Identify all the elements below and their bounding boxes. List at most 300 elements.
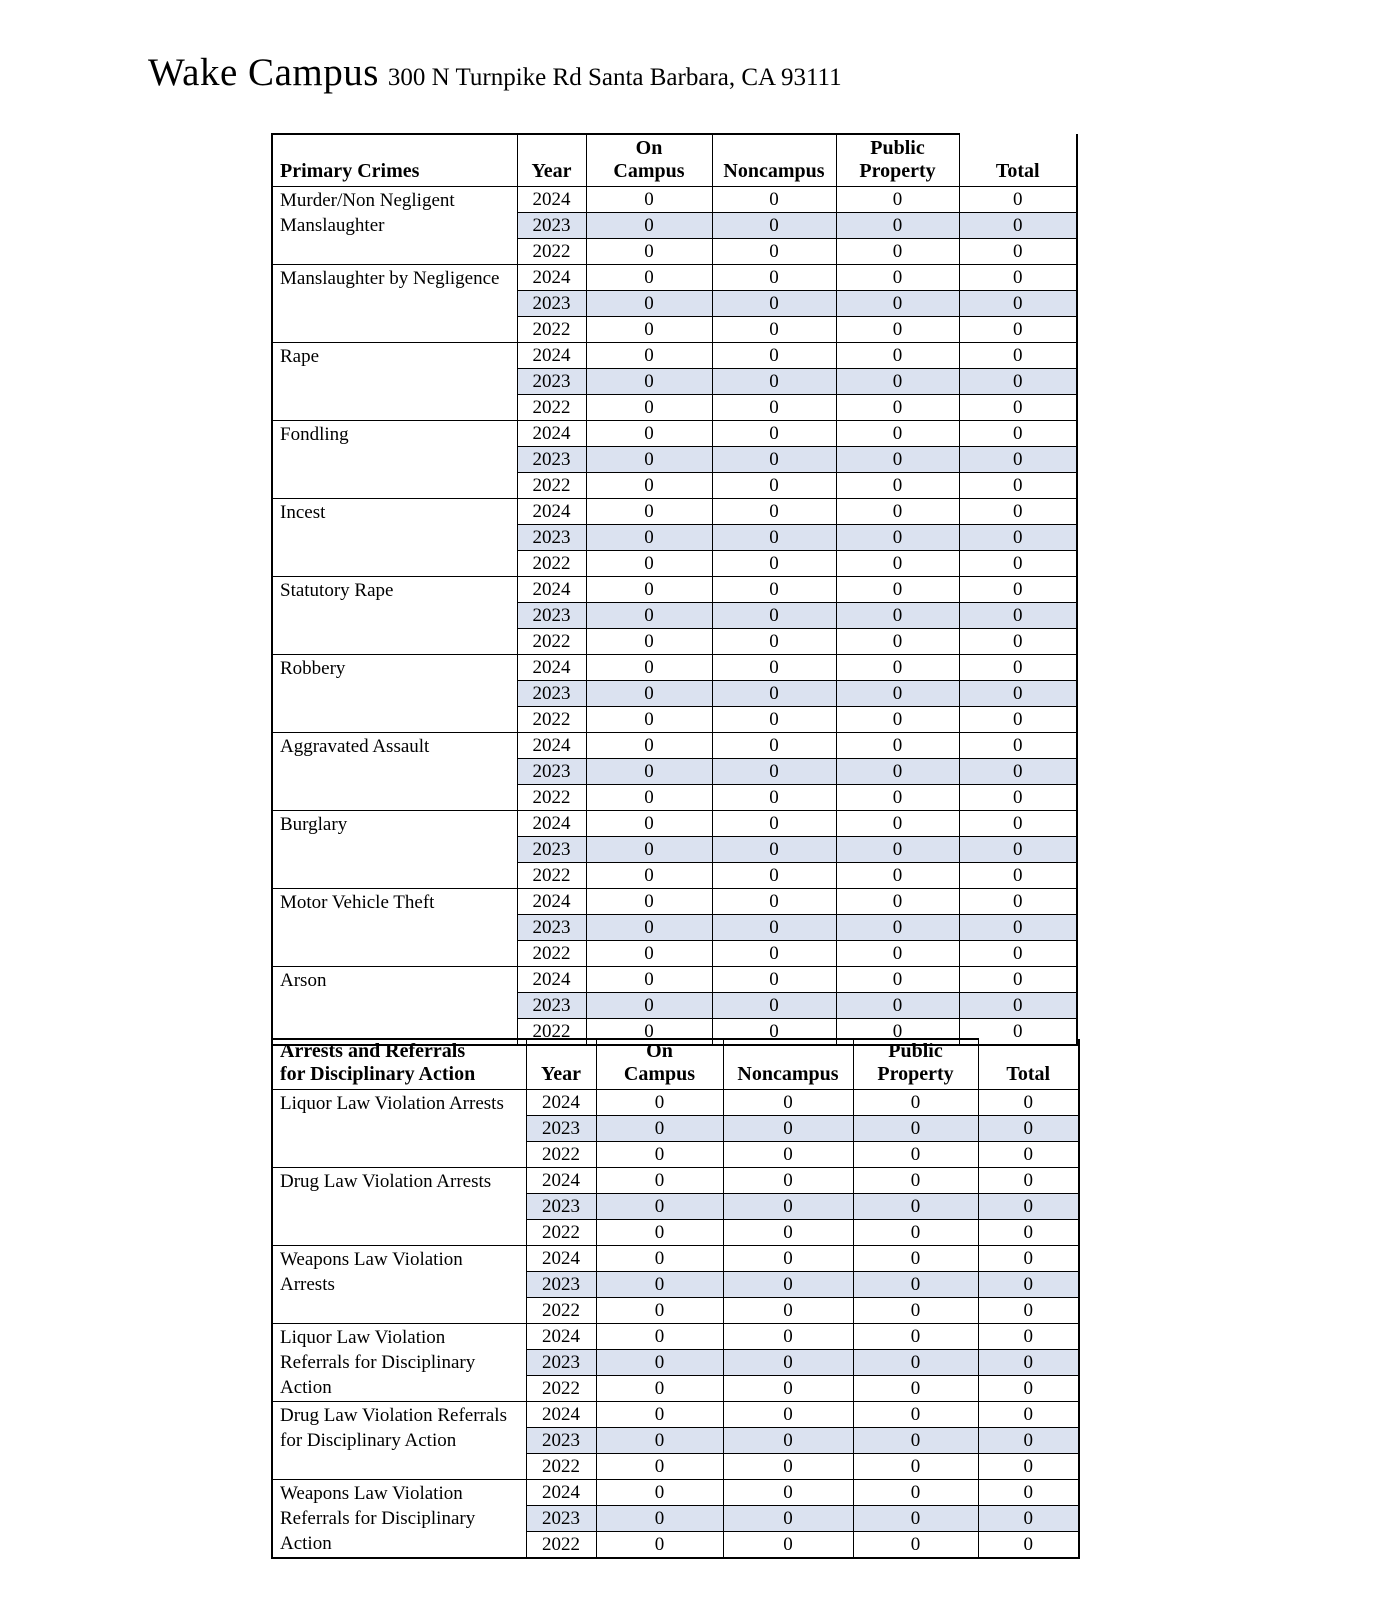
category-cell: Weapons Law Violation Referrals for Disciplinary Action xyxy=(272,1480,526,1559)
value-cell-total: 0 xyxy=(959,550,1077,576)
value-cell-total: 0 xyxy=(978,1428,1079,1454)
year-cell: 2024 xyxy=(526,1168,596,1194)
year-cell: 2022 xyxy=(517,316,586,342)
value-cell-public-property: 0 xyxy=(836,888,959,914)
value-cell-noncampus: 0 xyxy=(712,680,836,706)
header-line: Campus xyxy=(623,1063,696,1085)
value-cell-noncampus: 0 xyxy=(712,862,836,888)
value-cell-on-campus: 0 xyxy=(596,1220,723,1246)
value-cell-public-property: 0 xyxy=(853,1246,978,1272)
year-cell: 2022 xyxy=(517,1018,586,1045)
header-line: Arrests and Referrals xyxy=(280,1040,466,1062)
value-cell-on-campus: 0 xyxy=(586,498,712,524)
category-cell: Fondling xyxy=(272,420,517,498)
value-cell-noncampus: 0 xyxy=(723,1506,853,1532)
value-cell-public-property: 0 xyxy=(836,706,959,732)
category-cell: Liquor Law Violation Referrals for Disciplinary Action xyxy=(272,1324,526,1402)
year-cell: 2023 xyxy=(517,992,586,1018)
value-cell-on-campus: 0 xyxy=(596,1428,723,1454)
value-cell-noncampus: 0 xyxy=(723,1376,853,1402)
value-cell-noncampus: 0 xyxy=(712,992,836,1018)
column-header-on-campus xyxy=(596,1039,723,1090)
year-cell: 2022 xyxy=(526,1376,596,1402)
value-cell-noncampus: 0 xyxy=(712,758,836,784)
value-cell-total: 0 xyxy=(978,1532,1079,1559)
value-cell-public-property: 0 xyxy=(853,1194,978,1220)
category-cell: Drug Law Violation Arrests xyxy=(272,1168,526,1246)
campus-name: Wake Campus xyxy=(148,51,379,94)
year-cell: 2024 xyxy=(517,732,586,758)
value-cell-on-campus: 0 xyxy=(596,1506,723,1532)
value-cell-total: 0 xyxy=(959,446,1077,472)
value-cell-total: 0 xyxy=(959,992,1077,1018)
value-cell-total: 0 xyxy=(959,628,1077,654)
value-cell-noncampus: 0 xyxy=(723,1298,853,1324)
table-row xyxy=(272,888,1077,914)
value-cell-total: 0 xyxy=(959,706,1077,732)
header-line: Public xyxy=(870,136,925,159)
value-cell-total: 0 xyxy=(959,316,1077,342)
value-cell-public-property: 0 xyxy=(836,680,959,706)
value-cell-total: 0 xyxy=(959,732,1077,758)
year-cell: 2023 xyxy=(517,446,586,472)
year-cell: 2024 xyxy=(526,1324,596,1350)
year-cell: 2022 xyxy=(517,238,586,264)
value-cell-total: 0 xyxy=(959,524,1077,550)
column-header-public-property xyxy=(853,1039,978,1090)
value-cell-public-property: 0 xyxy=(836,628,959,654)
value-cell-on-campus: 0 xyxy=(596,1090,723,1116)
year-cell: 2022 xyxy=(526,1532,596,1559)
value-cell-on-campus: 0 xyxy=(586,186,712,212)
value-cell-total: 0 xyxy=(959,654,1077,680)
year-cell: 2022 xyxy=(517,550,586,576)
year-cell: 2022 xyxy=(517,940,586,966)
table-row xyxy=(272,264,1077,290)
value-cell-public-property: 0 xyxy=(836,342,959,368)
table-row xyxy=(272,1246,1079,1272)
column-header-total xyxy=(959,134,1077,186)
value-cell-on-campus: 0 xyxy=(596,1194,723,1220)
value-cell-noncampus: 0 xyxy=(723,1532,853,1559)
value-cell-on-campus: 0 xyxy=(586,836,712,862)
value-cell-total: 0 xyxy=(959,836,1077,862)
value-cell-on-campus: 0 xyxy=(596,1324,723,1350)
value-cell-public-property: 0 xyxy=(836,1018,959,1045)
value-cell-noncampus: 0 xyxy=(712,576,836,602)
value-cell-noncampus: 0 xyxy=(712,888,836,914)
year-cell: 2023 xyxy=(526,1428,596,1454)
table-row xyxy=(272,420,1077,446)
year-cell: 2023 xyxy=(517,602,586,628)
value-cell-on-campus: 0 xyxy=(586,966,712,992)
value-cell-noncampus: 0 xyxy=(712,394,836,420)
value-cell-public-property: 0 xyxy=(836,550,959,576)
campus-address: 300 N Turnpike Rd Santa Barbara, CA 93111 xyxy=(387,64,842,91)
value-cell-total: 0 xyxy=(978,1402,1079,1428)
value-cell-public-property: 0 xyxy=(853,1142,978,1168)
table-row xyxy=(272,1324,1079,1350)
value-cell-on-campus: 0 xyxy=(596,1376,723,1402)
category-cell: Drug Law Violation Referrals for Disciplinary Action xyxy=(272,1402,526,1480)
value-cell-on-campus: 0 xyxy=(586,862,712,888)
value-cell-public-property: 0 xyxy=(836,212,959,238)
value-cell-noncampus: 0 xyxy=(712,550,836,576)
column-header-category xyxy=(272,1039,526,1090)
value-cell-noncampus: 0 xyxy=(723,1220,853,1246)
value-cell-public-property: 0 xyxy=(836,472,959,498)
value-cell-total: 0 xyxy=(959,966,1077,992)
value-cell-public-property: 0 xyxy=(853,1324,978,1350)
year-cell: 2024 xyxy=(517,420,586,446)
value-cell-noncampus: 0 xyxy=(723,1324,853,1350)
value-cell-noncampus: 0 xyxy=(712,966,836,992)
year-cell: 2023 xyxy=(526,1506,596,1532)
value-cell-noncampus: 0 xyxy=(723,1194,853,1220)
value-cell-on-campus: 0 xyxy=(586,914,712,940)
year-cell: 2023 xyxy=(526,1350,596,1376)
year-cell: 2023 xyxy=(517,212,586,238)
category-cell: Arson xyxy=(272,966,517,1045)
value-cell-total: 0 xyxy=(959,602,1077,628)
value-cell-public-property: 0 xyxy=(836,238,959,264)
value-cell-public-property: 0 xyxy=(836,940,959,966)
value-cell-total: 0 xyxy=(959,940,1077,966)
value-cell-noncampus: 0 xyxy=(712,940,836,966)
year-cell: 2022 xyxy=(517,862,586,888)
value-cell-total: 0 xyxy=(978,1142,1079,1168)
year-cell: 2023 xyxy=(517,524,586,550)
value-cell-noncampus: 0 xyxy=(712,186,836,212)
value-cell-total: 0 xyxy=(959,862,1077,888)
value-cell-total: 0 xyxy=(959,784,1077,810)
value-cell-total: 0 xyxy=(959,914,1077,940)
value-cell-on-campus: 0 xyxy=(586,940,712,966)
header-line: Year xyxy=(541,1063,581,1085)
value-cell-on-campus: 0 xyxy=(596,1246,723,1272)
year-cell: 2022 xyxy=(526,1142,596,1168)
year-cell: 2023 xyxy=(517,680,586,706)
value-cell-noncampus: 0 xyxy=(712,212,836,238)
year-cell: 2023 xyxy=(517,290,586,316)
value-cell-on-campus: 0 xyxy=(596,1480,723,1506)
value-cell-total: 0 xyxy=(959,238,1077,264)
value-cell-noncampus: 0 xyxy=(712,472,836,498)
category-cell: Manslaughter by Negligence xyxy=(272,264,517,342)
value-cell-public-property: 0 xyxy=(853,1220,978,1246)
value-cell-on-campus: 0 xyxy=(586,888,712,914)
value-cell-noncampus: 0 xyxy=(712,732,836,758)
value-cell-public-property: 0 xyxy=(853,1376,978,1402)
value-cell-on-campus: 0 xyxy=(586,212,712,238)
value-cell-on-campus: 0 xyxy=(586,316,712,342)
value-cell-total: 0 xyxy=(978,1168,1079,1194)
category-cell: Motor Vehicle Theft xyxy=(272,888,517,966)
value-cell-noncampus: 0 xyxy=(712,836,836,862)
value-cell-on-campus: 0 xyxy=(586,680,712,706)
document-title xyxy=(148,50,842,95)
value-cell-total: 0 xyxy=(959,498,1077,524)
header-line: Noncampus xyxy=(723,159,825,182)
value-cell-noncampus: 0 xyxy=(723,1454,853,1480)
value-cell-public-property: 0 xyxy=(853,1506,978,1532)
column-header-noncampus xyxy=(723,1039,853,1090)
value-cell-public-property: 0 xyxy=(836,862,959,888)
value-cell-public-property: 0 xyxy=(853,1090,978,1116)
table-row xyxy=(272,498,1077,524)
value-cell-on-campus: 0 xyxy=(596,1402,723,1428)
value-cell-total: 0 xyxy=(978,1324,1079,1350)
value-cell-total: 0 xyxy=(959,186,1077,212)
value-cell-on-campus: 0 xyxy=(596,1532,723,1559)
year-cell: 2023 xyxy=(526,1116,596,1142)
value-cell-noncampus: 0 xyxy=(712,1018,836,1045)
value-cell-public-property: 0 xyxy=(853,1350,978,1376)
value-cell-on-campus: 0 xyxy=(586,732,712,758)
value-cell-public-property: 0 xyxy=(853,1428,978,1454)
year-cell: 2024 xyxy=(517,888,586,914)
category-cell: Liquor Law Violation Arrests xyxy=(272,1090,526,1168)
table-row xyxy=(272,654,1077,680)
column-header-category xyxy=(272,134,517,186)
year-cell: 2024 xyxy=(517,342,586,368)
value-cell-on-campus: 0 xyxy=(586,342,712,368)
value-cell-noncampus: 0 xyxy=(723,1168,853,1194)
value-cell-public-property: 0 xyxy=(836,784,959,810)
year-cell: 2024 xyxy=(517,576,586,602)
value-cell-on-campus: 0 xyxy=(586,1018,712,1045)
value-cell-total: 0 xyxy=(959,394,1077,420)
value-cell-on-campus: 0 xyxy=(586,368,712,394)
table-row xyxy=(272,1402,1079,1428)
value-cell-total: 0 xyxy=(959,472,1077,498)
year-cell: 2023 xyxy=(517,758,586,784)
value-cell-public-property: 0 xyxy=(836,758,959,784)
column-header-year xyxy=(526,1039,596,1090)
value-cell-noncampus: 0 xyxy=(712,914,836,940)
column-header-on-campus xyxy=(586,134,712,186)
value-cell-public-property: 0 xyxy=(836,290,959,316)
value-cell-noncampus: 0 xyxy=(712,654,836,680)
value-cell-total: 0 xyxy=(959,212,1077,238)
value-cell-on-campus: 0 xyxy=(596,1142,723,1168)
value-cell-public-property: 0 xyxy=(853,1272,978,1298)
column-header-public-property xyxy=(836,134,959,186)
year-cell: 2023 xyxy=(517,836,586,862)
value-cell-public-property: 0 xyxy=(836,316,959,342)
value-cell-noncampus: 0 xyxy=(712,238,836,264)
year-cell: 2023 xyxy=(517,368,586,394)
value-cell-total: 0 xyxy=(959,368,1077,394)
value-cell-on-campus: 0 xyxy=(586,550,712,576)
value-cell-public-property: 0 xyxy=(836,602,959,628)
value-cell-total: 0 xyxy=(978,1298,1079,1324)
value-cell-noncampus: 0 xyxy=(723,1350,853,1376)
year-cell: 2024 xyxy=(517,654,586,680)
value-cell-total: 0 xyxy=(978,1246,1079,1272)
value-cell-on-campus: 0 xyxy=(586,810,712,836)
value-cell-total: 0 xyxy=(978,1090,1079,1116)
year-cell: 2024 xyxy=(517,498,586,524)
value-cell-public-property: 0 xyxy=(836,654,959,680)
value-cell-total: 0 xyxy=(959,342,1077,368)
value-cell-total: 0 xyxy=(978,1220,1079,1246)
value-cell-noncampus: 0 xyxy=(723,1402,853,1428)
header-line: On xyxy=(635,136,663,159)
primary-crimes-table xyxy=(271,133,1078,1046)
value-cell-on-campus: 0 xyxy=(596,1454,723,1480)
header-line: Property xyxy=(859,159,936,182)
value-cell-public-property: 0 xyxy=(836,420,959,446)
header-line: Public xyxy=(888,1040,943,1062)
value-cell-on-campus: 0 xyxy=(586,758,712,784)
value-cell-on-campus: 0 xyxy=(586,992,712,1018)
value-cell-noncampus: 0 xyxy=(723,1246,853,1272)
table-row xyxy=(272,342,1077,368)
value-cell-on-campus: 0 xyxy=(586,472,712,498)
column-header-year xyxy=(517,134,586,186)
header-line: Campus xyxy=(613,159,685,182)
value-cell-total: 0 xyxy=(959,576,1077,602)
value-cell-noncampus: 0 xyxy=(712,446,836,472)
value-cell-total: 0 xyxy=(959,264,1077,290)
value-cell-on-campus: 0 xyxy=(586,576,712,602)
value-cell-public-property: 0 xyxy=(853,1532,978,1559)
header-row xyxy=(272,134,1077,186)
value-cell-public-property: 0 xyxy=(836,186,959,212)
year-cell: 2024 xyxy=(517,264,586,290)
value-cell-noncampus: 0 xyxy=(723,1428,853,1454)
header-line: Noncampus xyxy=(737,1063,839,1085)
value-cell-total: 0 xyxy=(959,420,1077,446)
value-cell-noncampus: 0 xyxy=(712,810,836,836)
table-row xyxy=(272,1090,1079,1116)
value-cell-public-property: 0 xyxy=(853,1402,978,1428)
value-cell-noncampus: 0 xyxy=(723,1116,853,1142)
value-cell-on-campus: 0 xyxy=(586,784,712,810)
value-cell-on-campus: 0 xyxy=(586,420,712,446)
year-cell: 2024 xyxy=(526,1402,596,1428)
year-cell: 2022 xyxy=(517,628,586,654)
value-cell-noncampus: 0 xyxy=(712,498,836,524)
year-cell: 2022 xyxy=(517,472,586,498)
table-row xyxy=(272,1168,1079,1194)
header-line: Year xyxy=(531,159,572,182)
value-cell-public-property: 0 xyxy=(853,1480,978,1506)
value-cell-total: 0 xyxy=(978,1376,1079,1402)
header-line: Total xyxy=(1006,1063,1051,1085)
value-cell-public-property: 0 xyxy=(853,1454,978,1480)
value-cell-public-property: 0 xyxy=(836,992,959,1018)
value-cell-on-campus: 0 xyxy=(586,264,712,290)
table-row xyxy=(272,810,1077,836)
header-line: Property xyxy=(877,1063,954,1085)
value-cell-total: 0 xyxy=(959,1018,1077,1045)
year-cell: 2022 xyxy=(526,1298,596,1324)
value-cell-total: 0 xyxy=(959,810,1077,836)
year-cell: 2023 xyxy=(526,1272,596,1298)
year-cell: 2024 xyxy=(517,186,586,212)
year-cell: 2023 xyxy=(517,914,586,940)
value-cell-public-property: 0 xyxy=(836,498,959,524)
category-cell: Aggravated Assault xyxy=(272,732,517,810)
value-cell-public-property: 0 xyxy=(836,394,959,420)
table-row xyxy=(272,1480,1079,1506)
category-cell: Robbery xyxy=(272,654,517,732)
value-cell-noncampus: 0 xyxy=(712,784,836,810)
category-cell: Rape xyxy=(272,342,517,420)
value-cell-on-campus: 0 xyxy=(596,1116,723,1142)
value-cell-noncampus: 0 xyxy=(712,290,836,316)
value-cell-public-property: 0 xyxy=(836,966,959,992)
value-cell-total: 0 xyxy=(959,290,1077,316)
value-cell-public-property: 0 xyxy=(836,810,959,836)
value-cell-on-campus: 0 xyxy=(586,394,712,420)
year-cell: 2024 xyxy=(526,1090,596,1116)
value-cell-total: 0 xyxy=(978,1194,1079,1220)
value-cell-public-property: 0 xyxy=(853,1116,978,1142)
value-cell-noncampus: 0 xyxy=(712,342,836,368)
category-cell: Murder/Non Negligent Manslaughter xyxy=(272,186,517,264)
column-header-total xyxy=(978,1039,1079,1090)
year-cell: 2024 xyxy=(517,810,586,836)
value-cell-total: 0 xyxy=(978,1350,1079,1376)
value-cell-noncampus: 0 xyxy=(712,316,836,342)
value-cell-public-property: 0 xyxy=(836,264,959,290)
year-cell: 2024 xyxy=(526,1246,596,1272)
value-cell-public-property: 0 xyxy=(836,524,959,550)
value-cell-on-campus: 0 xyxy=(586,238,712,264)
category-cell: Statutory Rape xyxy=(272,576,517,654)
header-line: for Disciplinary Action xyxy=(280,1063,476,1085)
value-cell-public-property: 0 xyxy=(836,446,959,472)
value-cell-noncampus: 0 xyxy=(712,368,836,394)
value-cell-public-property: 0 xyxy=(836,914,959,940)
value-cell-public-property: 0 xyxy=(836,576,959,602)
table-row xyxy=(272,186,1077,212)
value-cell-public-property: 0 xyxy=(853,1298,978,1324)
value-cell-noncampus: 0 xyxy=(712,602,836,628)
value-cell-total: 0 xyxy=(978,1454,1079,1480)
value-cell-noncampus: 0 xyxy=(723,1272,853,1298)
category-cell: Burglary xyxy=(272,810,517,888)
value-cell-on-campus: 0 xyxy=(596,1350,723,1376)
value-cell-on-campus: 0 xyxy=(586,290,712,316)
value-cell-total: 0 xyxy=(978,1116,1079,1142)
value-cell-noncampus: 0 xyxy=(723,1142,853,1168)
column-header-noncampus xyxy=(712,134,836,186)
year-cell: 2022 xyxy=(517,706,586,732)
year-cell: 2022 xyxy=(517,394,586,420)
value-cell-on-campus: 0 xyxy=(586,628,712,654)
value-cell-total: 0 xyxy=(959,758,1077,784)
value-cell-on-campus: 0 xyxy=(586,524,712,550)
value-cell-total: 0 xyxy=(978,1480,1079,1506)
value-cell-total: 0 xyxy=(978,1272,1079,1298)
value-cell-on-campus: 0 xyxy=(586,602,712,628)
category-cell: Incest xyxy=(272,498,517,576)
arrests-referrals-table xyxy=(271,1038,1080,1559)
header-line: Total xyxy=(995,159,1040,182)
value-cell-public-property: 0 xyxy=(836,836,959,862)
value-cell-noncampus: 0 xyxy=(712,264,836,290)
value-cell-public-property: 0 xyxy=(836,368,959,394)
header-row xyxy=(272,1039,1079,1090)
value-cell-noncampus: 0 xyxy=(712,706,836,732)
year-cell: 2024 xyxy=(517,966,586,992)
table-row xyxy=(272,966,1077,992)
table-row xyxy=(272,576,1077,602)
